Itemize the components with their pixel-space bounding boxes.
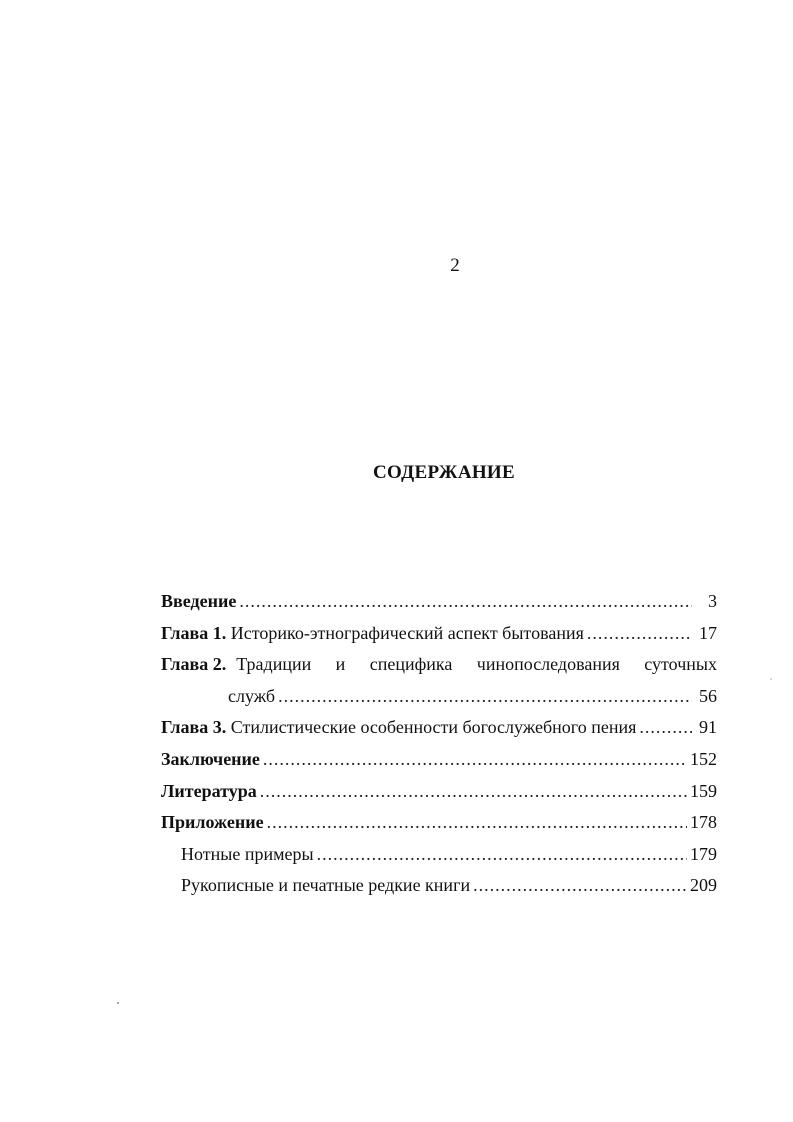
- toc-leader-dots: [587, 621, 692, 645]
- toc-entry-word: чинопоследования: [476, 654, 620, 675]
- toc-leader-dots: [239, 589, 692, 613]
- toc-leader-dots: [317, 842, 687, 866]
- toc-entry-label: Глава 1. Историко-этнографический аспект бытования: [161, 622, 584, 643]
- toc-entry-word: суточных: [644, 654, 717, 675]
- toc-entry-page: 178: [690, 812, 717, 833]
- toc-entry-word: и: [335, 654, 346, 675]
- toc-leader-dots: [267, 810, 687, 834]
- table-of-contents: [161, 589, 717, 905]
- scan-speck: [770, 678, 772, 680]
- toc-leader-dots: [278, 684, 692, 708]
- toc-entry-page: 209: [690, 875, 717, 896]
- toc-entry-label: служб: [228, 685, 276, 706]
- toc-entry-page: 179: [690, 843, 717, 864]
- toc-entry-label: Рукописные и печатные редкие книги: [181, 875, 471, 896]
- toc-entry-page: 159: [690, 780, 717, 801]
- toc-leader-dots: [639, 715, 692, 739]
- page-number: 2: [450, 255, 460, 276]
- toc-entry-label: Литература: [161, 780, 257, 801]
- toc-entry-word: Традиции: [236, 654, 312, 675]
- toc-entry-label: Приложение: [161, 812, 264, 833]
- toc-entry-chapter-3: [161, 715, 717, 747]
- toc-entry-label: Глава 2. Традиции и специфика чинопоследования суточных: [161, 654, 717, 675]
- toc-entry-page: 152: [690, 748, 717, 769]
- toc-entry-literature: [161, 779, 717, 811]
- toc-entry-label: Введение: [161, 591, 237, 611]
- toc-entry-chapter-2-line1: [161, 652, 717, 684]
- scan-speck: [117, 1002, 119, 1004]
- toc-entry-word: специфика: [369, 654, 453, 675]
- toc-entry-page: 17: [699, 622, 717, 643]
- toc-leader-dots: [473, 873, 687, 897]
- toc-entry-music-examples: [161, 842, 717, 874]
- toc-entry-appendix: [161, 810, 717, 842]
- toc-leader-dots: [263, 747, 687, 771]
- toc-entry-chapter-2-line2: [161, 684, 717, 716]
- toc-entry-chapter-1: [161, 621, 717, 653]
- toc-entry-label: Нотные примеры: [181, 843, 314, 864]
- toc-entry-label: Заключение: [161, 748, 260, 769]
- toc-entry-conclusion: [161, 747, 717, 779]
- toc-entry-page: 56: [699, 685, 717, 706]
- toc-leader-dots: [260, 779, 687, 803]
- toc-entry-page: 3: [708, 591, 717, 611]
- toc-entry-page: 91: [699, 717, 717, 738]
- toc-entry-label: Глава 3. Стилистические особенности богослужебного пения: [161, 717, 637, 738]
- toc-entry-rare-books: [161, 873, 717, 905]
- toc-entry-introduction: [161, 589, 717, 621]
- toc-title: СОДЕРЖАНИЕ: [373, 462, 515, 483]
